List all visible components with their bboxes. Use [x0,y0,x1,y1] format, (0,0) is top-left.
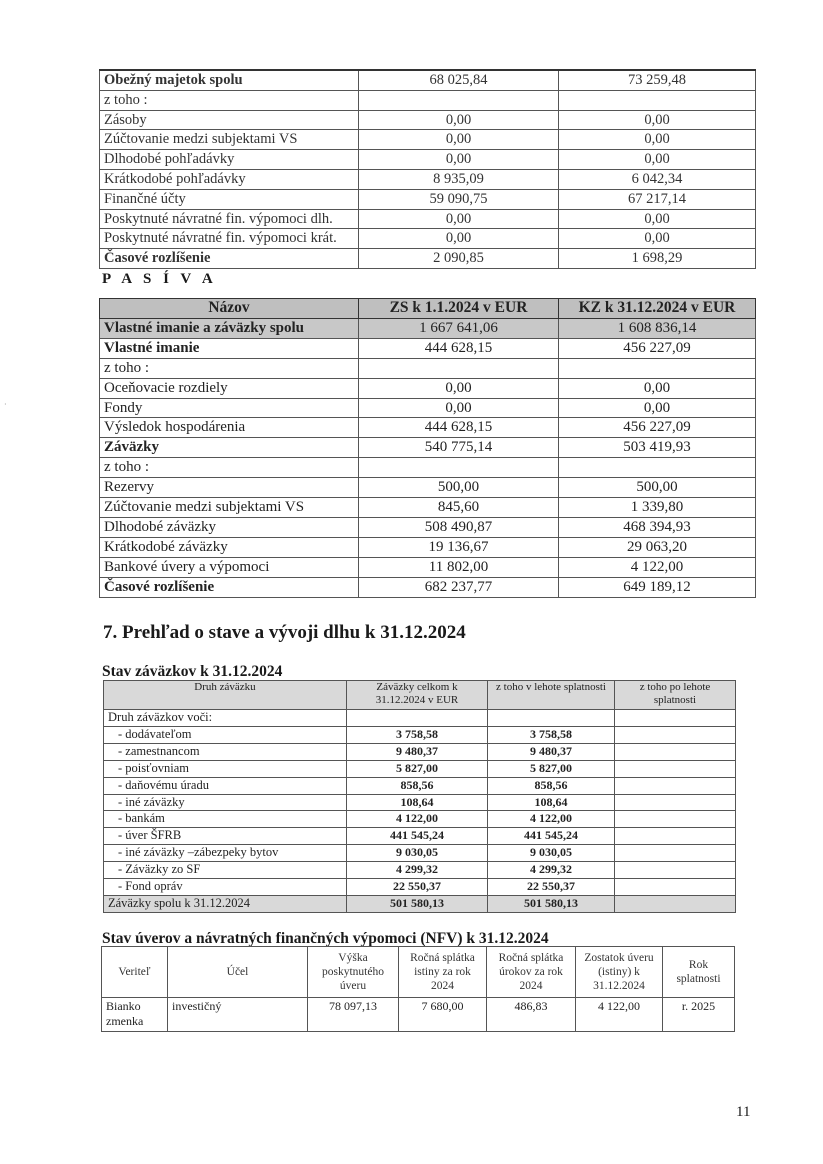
value-celkom: 441 545,24 [347,828,488,845]
value-kz: 456 227,09 [559,338,756,358]
row-label: - dodávateľom [104,726,347,743]
table-row [104,845,736,862]
header-name: Názov [100,299,359,319]
table-row [100,249,756,269]
value-po-lehote [615,760,736,777]
value-kz [559,90,756,110]
value-celkom: 108,64 [347,794,488,811]
value-kz: 0,00 [559,150,756,170]
value-kz: 1 608 836,14 [559,318,756,338]
total-po-lehote [615,895,736,912]
table-row [104,726,736,743]
value-zs: 0,00 [359,110,559,130]
row-label: - iné záväzky –zábezpeky bytov [104,845,347,862]
value-kz: 503 419,93 [559,438,756,458]
header-kz: KZ k 31.12.2024 v EUR [559,299,756,319]
margin-mark: · [4,400,7,409]
row-label: Dlhodobé záväzky [100,517,359,537]
value-zs: 500,00 [359,478,559,498]
loans-status-heading: Stav úverov a návratných finančných výpomoci (NFV) k 31.12.2024 [102,930,549,947]
value-veritel: Bianko zmenka [102,998,168,1032]
value-splatka-urokov: 486,83 [487,998,576,1032]
section-heading: 7. Prehľad o stave a vývoji dlhu k 31.12.2024 [103,622,466,643]
liabilities-status-heading: Stav záväzkov k 31.12.2024 [102,663,283,680]
row-label: Výsledok hospodárenia [100,418,359,438]
table-row [100,70,756,90]
table-row [100,537,756,557]
group-row [104,710,736,727]
value-v-lehote: 441 545,24 [488,828,615,845]
row-label: - Záväzky zo SF [104,862,347,879]
row-label: - úver ŠFRB [104,828,347,845]
table-row [100,209,756,229]
value-zs: 1 667 641,06 [359,318,559,338]
table-row [100,318,756,338]
table-row [104,879,736,896]
header-rok: Rok splatnosti [663,947,735,998]
pasiva-title: P A S Í V A [102,271,217,287]
table-row [100,338,756,358]
row-label: Obežný majetok spolu [100,70,359,90]
table-row [100,478,756,498]
value-zs [359,458,559,478]
row-label: z toho : [100,458,359,478]
table-row [100,498,756,518]
table-row [100,517,756,537]
table-row [104,794,736,811]
row-label: - Fond opráv [104,879,347,896]
assets-table [99,69,756,269]
table-row [100,110,756,130]
row-label: Vlastné imanie [100,338,359,358]
status-header-row [104,681,736,710]
table-row [100,378,756,398]
value-kz: 500,00 [559,478,756,498]
value-v-lehote: 5 827,00 [488,760,615,777]
row-label: Záväzky [100,438,359,458]
value-zs: 444 628,15 [359,338,559,358]
row-label: Časové rozlíšenie [100,577,359,597]
value-kz: 1 339,80 [559,498,756,518]
row-label: Poskytnuté návratné fin. výpomoci dlh. [100,209,359,229]
value-kz: 456 227,09 [559,418,756,438]
loans-header-row [102,947,735,998]
row-label: Krátkodobé záväzky [100,537,359,557]
value-kz: 0,00 [559,130,756,150]
header-zs: ZS k 1.1.2024 v EUR [359,299,559,319]
value-celkom: 5 827,00 [347,760,488,777]
row-label: Zúčtovanie medzi subjektami VS [100,130,359,150]
value-zostatok: 4 122,00 [576,998,663,1032]
assets-table-body [100,70,756,268]
value-zs: 0,00 [359,209,559,229]
value-kz: 29 063,20 [559,537,756,557]
value-celkom: 9 480,37 [347,743,488,760]
value-zs: 540 775,14 [359,438,559,458]
row-label: Zásoby [100,110,359,130]
liabilities-table [99,298,756,598]
header-v-lehote: z toho v lehote splatnosti [488,681,615,710]
row-label: - iné záväzky [104,794,347,811]
row-label: Poskytnuté návratné fin. výpomoci krát. [100,229,359,249]
header-zostatok: Zostatok úveru (istiny) k 31.12.2024 [576,947,663,998]
value-kz: 0,00 [559,110,756,130]
liabilities-header-row [100,299,756,319]
value-kz: 0,00 [559,209,756,229]
value-po-lehote [615,879,736,896]
value-zs: 2 090,85 [359,249,559,269]
loans-table [101,946,735,1032]
total-celkom: 501 580,13 [347,895,488,912]
liabilities-status-table [103,680,736,913]
value-kz: 0,00 [559,398,756,418]
value-kz: 0,00 [559,378,756,398]
row-label: - bankám [104,811,347,828]
value-v-lehote: 9 480,37 [488,743,615,760]
value-kz [559,458,756,478]
table-row [100,169,756,189]
value-celkom: 22 550,37 [347,879,488,896]
value-zs: 845,60 [359,498,559,518]
value-vyska: 78 097,13 [308,998,399,1032]
value-po-lehote [615,777,736,794]
value-zs: 0,00 [359,150,559,170]
value-zs: 68 025,84 [359,70,559,90]
table-row [100,150,756,170]
value-splatka-istiny: 7 680,00 [399,998,487,1032]
value-ucel: investičný [168,998,308,1032]
value-po-lehote [615,794,736,811]
value-kz: 6 042,34 [559,169,756,189]
value-rok: r. 2025 [663,998,735,1032]
total-v-lehote: 501 580,13 [488,895,615,912]
value-zs: 19 136,67 [359,537,559,557]
value-v-lehote: 858,56 [488,777,615,794]
row-label: Dlhodobé pohľadávky [100,150,359,170]
table-row [102,998,735,1032]
value-zs: 59 090,75 [359,189,559,209]
loans-table-body [102,998,735,1032]
row-label: Rezervy [100,478,359,498]
value-celkom: 4 299,32 [347,862,488,879]
table-row [100,90,756,110]
header-po-lehote: z toho po lehote splatnosti [615,681,736,710]
table-row [100,557,756,577]
value-kz: 73 259,48 [559,70,756,90]
row-label: z toho : [100,358,359,378]
header-splatka-urokov: Ročná splátka úrokov za rok 2024 [487,947,576,998]
table-row [100,458,756,478]
value-zs: 0,00 [359,378,559,398]
header-vyska: Výška poskytnutého úveru [308,947,399,998]
value-celkom: 9 030,05 [347,845,488,862]
table-row [100,229,756,249]
value-zs: 0,00 [359,229,559,249]
row-label: - zamestnancom [104,743,347,760]
value-po-lehote [615,828,736,845]
value-zs: 682 237,77 [359,577,559,597]
value-zs: 0,00 [359,130,559,150]
row-label: - daňovému úradu [104,777,347,794]
table-row [100,438,756,458]
value-kz: 468 394,93 [559,517,756,537]
value-zs: 508 490,87 [359,517,559,537]
table-row [100,418,756,438]
value-v-lehote: 4 122,00 [488,811,615,828]
value-v-lehote: 3 758,58 [488,726,615,743]
row-label: Zúčtovanie medzi subjektami VS [100,498,359,518]
table-row [104,862,736,879]
table-row [104,828,736,845]
table-row [104,777,736,794]
value-zs: 11 802,00 [359,557,559,577]
group-label: Druh záväzkov voči: [104,710,347,727]
table-row [104,760,736,777]
value-v-lehote: 9 030,05 [488,845,615,862]
table-row [100,130,756,150]
header-ucel: Účel [168,947,308,998]
row-label: Vlastné imanie a záväzky spolu [100,318,359,338]
value-v-lehote: 4 299,32 [488,862,615,879]
value-kz: 649 189,12 [559,577,756,597]
value-celkom: 4 122,00 [347,811,488,828]
row-label: - poisťovniam [104,760,347,777]
header-splatka-istiny: Ročná splátka istiny za rok 2024 [399,947,487,998]
table-row [100,577,756,597]
value-kz [559,358,756,378]
value-po-lehote [615,811,736,828]
row-label: Krátkodobé pohľadávky [100,169,359,189]
table-row [104,811,736,828]
value-po-lehote [615,862,736,879]
value-v-lehote: 108,64 [488,794,615,811]
row-label: Oceňovacie rozdiely [100,378,359,398]
table-row [100,358,756,378]
value-po-lehote [615,726,736,743]
header-celkom: Záväzky celkom k 31.12.2024 v EUR [347,681,488,710]
value-kz: 67 217,14 [559,189,756,209]
value-celkom: 3 758,58 [347,726,488,743]
value-celkom: 858,56 [347,777,488,794]
row-label: Fondy [100,398,359,418]
value-po-lehote [615,743,736,760]
row-label: Finančné účty [100,189,359,209]
row-label: Časové rozlíšenie [100,249,359,269]
header-veritel: Veriteľ [102,947,168,998]
value-v-lehote: 22 550,37 [488,879,615,896]
value-kz: 0,00 [559,229,756,249]
value-zs: 0,00 [359,398,559,418]
row-label: Bankové úvery a výpomoci [100,557,359,577]
liabilities-table-body [100,318,756,597]
total-label: Záväzky spolu k 31.12.2024 [104,895,347,912]
page-number: 11 [736,1104,751,1120]
total-row [104,895,736,912]
value-kz: 1 698,29 [559,249,756,269]
value-zs: 444 628,15 [359,418,559,438]
value-po-lehote [615,845,736,862]
value-kz: 4 122,00 [559,557,756,577]
value-zs [359,90,559,110]
table-row [100,398,756,418]
value-zs: 8 935,09 [359,169,559,189]
row-label: z toho : [100,90,359,110]
table-row [100,189,756,209]
value-zs [359,358,559,378]
header-druh: Druh záväzku [104,681,347,710]
table-row [104,743,736,760]
liabilities-status-body [104,710,736,913]
